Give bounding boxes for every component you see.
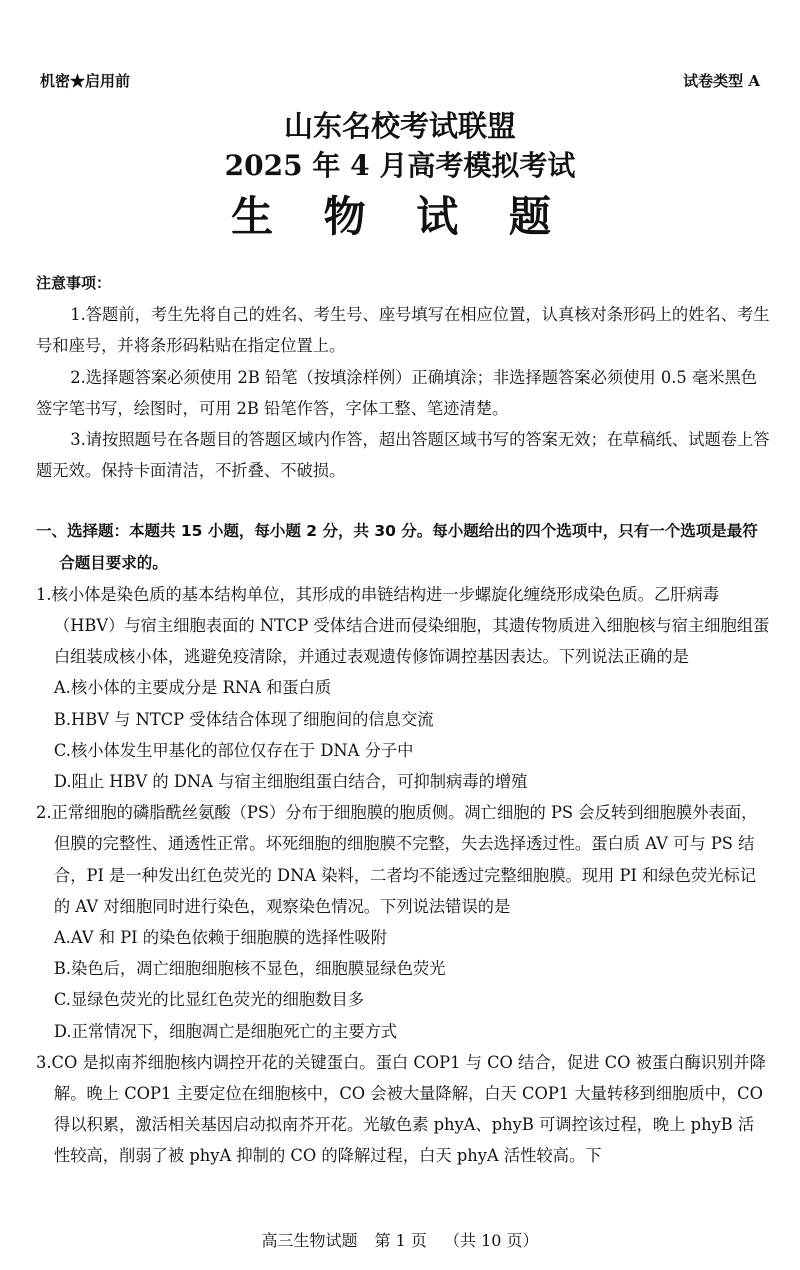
question-option: B.HBV 与 NTCP 受体结合体现了细胞间的信息交流 (53, 709, 434, 729)
notice-item: 3.请按照题号在各题目的答题区域内作答，超出答题区域书写的答案无效；在草稿纸、试题卷上答题无效。保持卡面清洁，不折叠、不破损。 (36, 430, 770, 481)
question-option: C.核小体发生甲基化的部位仅存在于 DNA 分子中 (53, 740, 414, 760)
footer-page-number: 第 1 页 (374, 1231, 427, 1250)
footer-subject: 高三生物试题 (261, 1231, 358, 1250)
header-row (40, 70, 760, 91)
question-option: A.AV 和 PI 的染色依赖于细胞膜的选择性吸附 (53, 928, 387, 948)
subject-title: 生 物 试 题 (231, 192, 569, 241)
question-option: C.显绿色荧光的比显红色荧光的细胞数目多 (53, 990, 365, 1010)
exam-content (36, 268, 770, 1172)
section-heading: 一、选择题：本题共 15 小题，每小题 2 分，共 30 分。每小题给出的四个选项中，只有一个选项是最符合题目要求的。 (36, 522, 758, 572)
notice-heading: 注意事项： (36, 274, 112, 292)
question-option: B.染色后，凋亡细胞细胞核不显色，细胞膜显绿色荧光 (53, 959, 446, 979)
question-option: D.阻止 HBV 的 DNA 与宿主细胞组蛋白结合，可抑制病毒的增殖 (53, 772, 528, 792)
question-stem: 3.CO 是拟南芥细胞核内调控开花的关键蛋白。蛋白 COP1 与 CO 结合，促进 CO 被蛋白酶识别并降解。晚上 COP1 主要定位在细胞核中，CO 会被大量降解，白天 COP1 大量转移到细胞质中，CO 得以积累，激活相关基因启动拟南芥开花。光敏色素 phyA、phyB 可调控该过程，晚上 phyB 活性较高，削弱了被 phyA 抑制的 CO 的降解过程，白天 phyA 活性较高。下 (36, 1052, 766, 1166)
question-stem: 1.核小体是染色质的基本结构单位，其形成的串链结构进一步螺旋化缠绕形成染色质。乙肝病毒（HBV）与宿主细胞表面的 NTCP 受体结合进而侵染细胞，其遗传物质进入细胞核与宿主细胞组蛋白组装成核小体，逃避免疫清除，并通过表观遗传修饰调控基因表达。下列说法正确的是 (36, 584, 770, 667)
notice-item: 2.选择题答案必须使用 2B 铅笔（按填涂样例）正确填涂；非选择题答案必须使用 0.5 毫米黑色签字笔书写，绘图时，可用 2B 铅笔作答，字体工整、笔迹清楚。 (36, 367, 758, 418)
confidential-label: 机密★启用前 (40, 72, 131, 90)
divider-space (36, 486, 770, 516)
exam-date-title: 2025 年 4 月高考模拟考试 (224, 149, 576, 182)
paper-type-label: 试卷类型 A (683, 72, 760, 90)
footer-total-pages: （共 10 页） (444, 1231, 539, 1250)
question-option: A.核小体的主要成分是 RNA 和蛋白质 (53, 678, 332, 698)
exam-organizer-title: 山东名校考试联盟 (283, 109, 516, 143)
question-stem: 2.正常细胞的磷脂酰丝氨酸（PS）分布于细胞膜的胞质侧。凋亡细胞的 PS 会反转到细胞膜外表面，但膜的完整性、通透性正常。坏死细胞的细胞膜不完整，失去选择透过性。蛋白质 AV 可与 PS 结合，PI 是一种发出红色荧光的 DNA 染料，二者均不能透过完整细胞膜。现用 PI 和绿色荧光标记的 AV 对细胞同时进行染色，观察染色情况。下列说法错误的是 (36, 803, 758, 916)
page-footer (0, 1228, 800, 1251)
question-option: D.正常情况下，细胞凋亡是细胞死亡的主要方式 (53, 1021, 398, 1041)
notice-item: 1.答题前，考生先将自己的姓名、考生号、座号填写在相应位置，认真核对条形码上的姓名、考生号和座号，并将条形码粘贴在指定位置上。 (36, 305, 770, 356)
